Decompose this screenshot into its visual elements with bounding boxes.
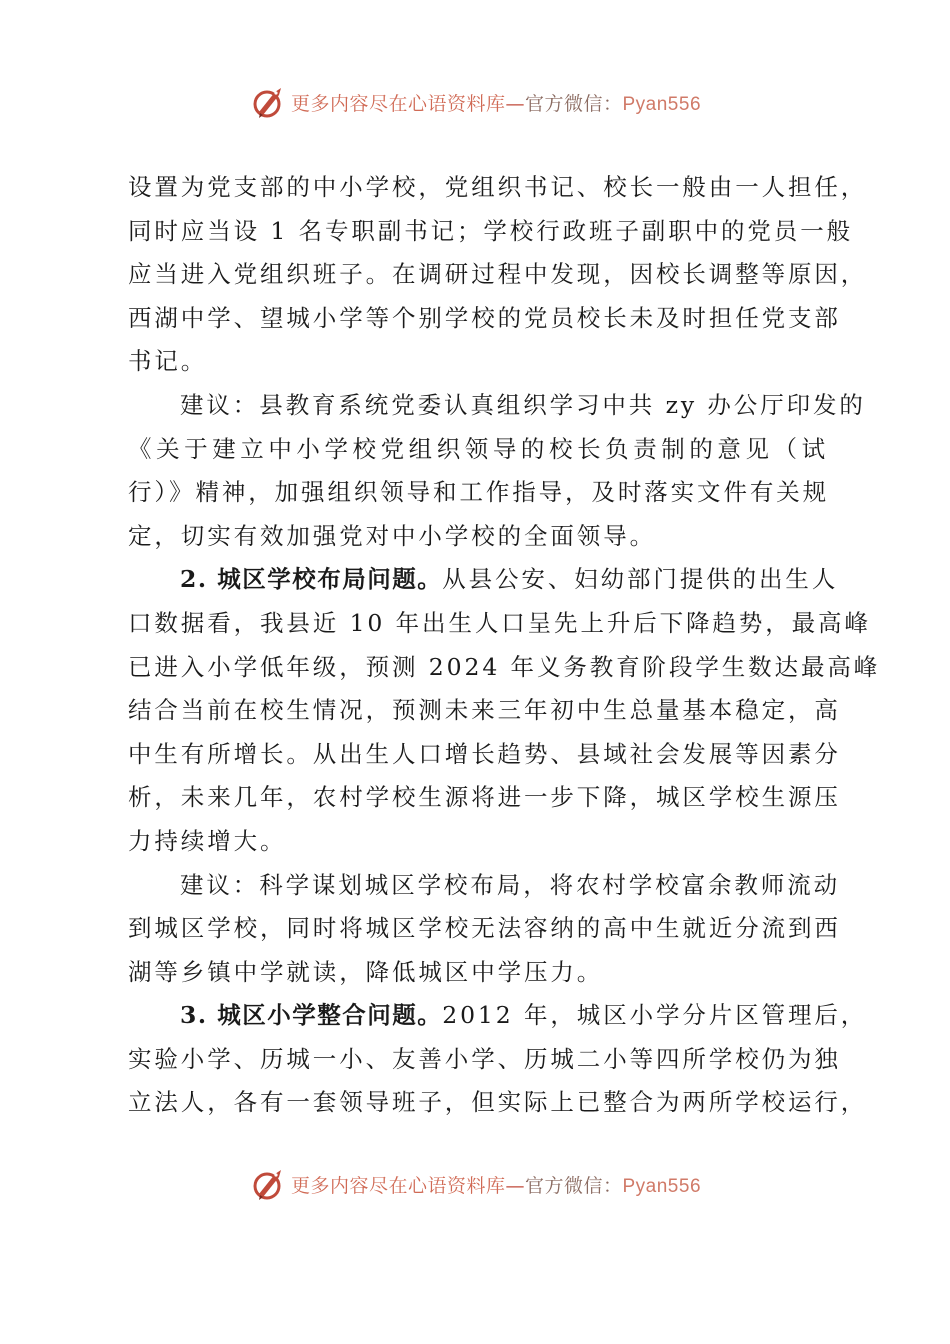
text-line: 《关于建立中小学校党组织领导的校长负责制的意见（试 bbox=[128, 434, 828, 463]
watermark-text bbox=[291, 89, 701, 116]
text-fragment: 2012 年，城区小学分片区管理后， bbox=[442, 1001, 868, 1030]
text-line: 定，切实有效加强党对中小学校的全面领导。 bbox=[128, 521, 656, 550]
text-line: 书记。 bbox=[128, 347, 208, 376]
text-line: 析，未来几年，农村学校生源将进一步下降，城区学校生源压 bbox=[128, 783, 841, 812]
watermark-wechat-id: Pyan556 bbox=[622, 93, 702, 115]
text-line: 湖等乡镇中学就读，降低城区中学压力。 bbox=[128, 957, 604, 986]
watermark-wechat-label: 官方微信： bbox=[524, 1174, 623, 1197]
text-line bbox=[128, 994, 868, 1038]
watermark-wechat-label: 官方微信： bbox=[524, 92, 623, 115]
paragraph-4-suggestion bbox=[128, 864, 841, 995]
watermark-text bbox=[291, 1171, 701, 1198]
text-line: 行）》精神，加强组织领导和工作指导，及时落实文件有关规 bbox=[128, 478, 830, 507]
text-fragment: 从县公安、妇幼部门提供的出生人 bbox=[442, 565, 839, 594]
watermark-separator: — bbox=[505, 92, 525, 115]
text-line: 结合当前在校生情况，预测未来三年初中生总量基本稳定，高 bbox=[128, 696, 841, 725]
text-line bbox=[128, 558, 839, 602]
watermark-wechat-id: Pyan556 bbox=[622, 1175, 702, 1197]
text-line: 到城区学校，同时将城区学校无法容纳的高中生就近分流到西 bbox=[128, 914, 841, 943]
text-line: 建议：科学谋划城区学校布局，将农村学校富余教师流动 bbox=[180, 870, 840, 899]
header-watermark-banner bbox=[0, 80, 950, 124]
text-line: 口数据看，我县近 10 年出生人口呈先上升后下降趋势，最高峰 bbox=[128, 608, 871, 637]
paragraph-3-school-layout bbox=[128, 558, 881, 863]
watermark-group bbox=[249, 1164, 701, 1204]
paragraph-5-school-merge bbox=[128, 994, 868, 1125]
text-line: 同时应当设 1 名专职副书记；学校行政班子副职中的党员一般 bbox=[128, 216, 853, 245]
text-line: 建议：县教育系统党委认真组织学习中共 zy 办公厅印发的 bbox=[180, 390, 866, 419]
footer-watermark-banner bbox=[0, 1162, 950, 1206]
text-line: 应当进入党组织班子。在调研过程中发现，因校长调整等原因， bbox=[128, 260, 868, 289]
text-line: 力持续增大。 bbox=[128, 826, 287, 855]
pen-nib-logo-icon bbox=[249, 1164, 289, 1204]
text-line: 实验小学、历城一小、友善小学、历城二小等四所学校仍为独 bbox=[128, 1044, 841, 1073]
watermark-separator: — bbox=[505, 1174, 525, 1197]
text-line: 西湖中学、望城小学等个别学校的党员校长未及时担任党支部 bbox=[128, 303, 841, 332]
document-body bbox=[128, 166, 881, 1125]
watermark-brand-text: 更多内容尽在心语资料库 bbox=[290, 92, 506, 115]
paragraph-2-suggestion bbox=[128, 384, 866, 558]
text-line: 立法人，各有一套领导班子，但实际上已整合为两所学校运行， bbox=[128, 1088, 868, 1117]
section-heading: 3. 城区小学整合问题。 bbox=[180, 1001, 443, 1030]
section-heading: 2. 城区学校布局问题。 bbox=[180, 565, 443, 594]
watermark-group bbox=[249, 82, 701, 122]
text-line: 已进入小学低年级，预测 2024 年义务教育阶段学生数达最高峰 bbox=[128, 652, 881, 681]
watermark-brand-text: 更多内容尽在心语资料库 bbox=[290, 1174, 506, 1197]
text-line: 设置为党支部的中小学校，党组织书记、校长一般由一人担任， bbox=[128, 173, 868, 201]
paragraph-1 bbox=[128, 166, 868, 384]
text-line: 中生有所增长。从出生人口增长趋势、县域社会发展等因素分 bbox=[128, 739, 841, 768]
pen-nib-logo-icon bbox=[249, 82, 289, 122]
